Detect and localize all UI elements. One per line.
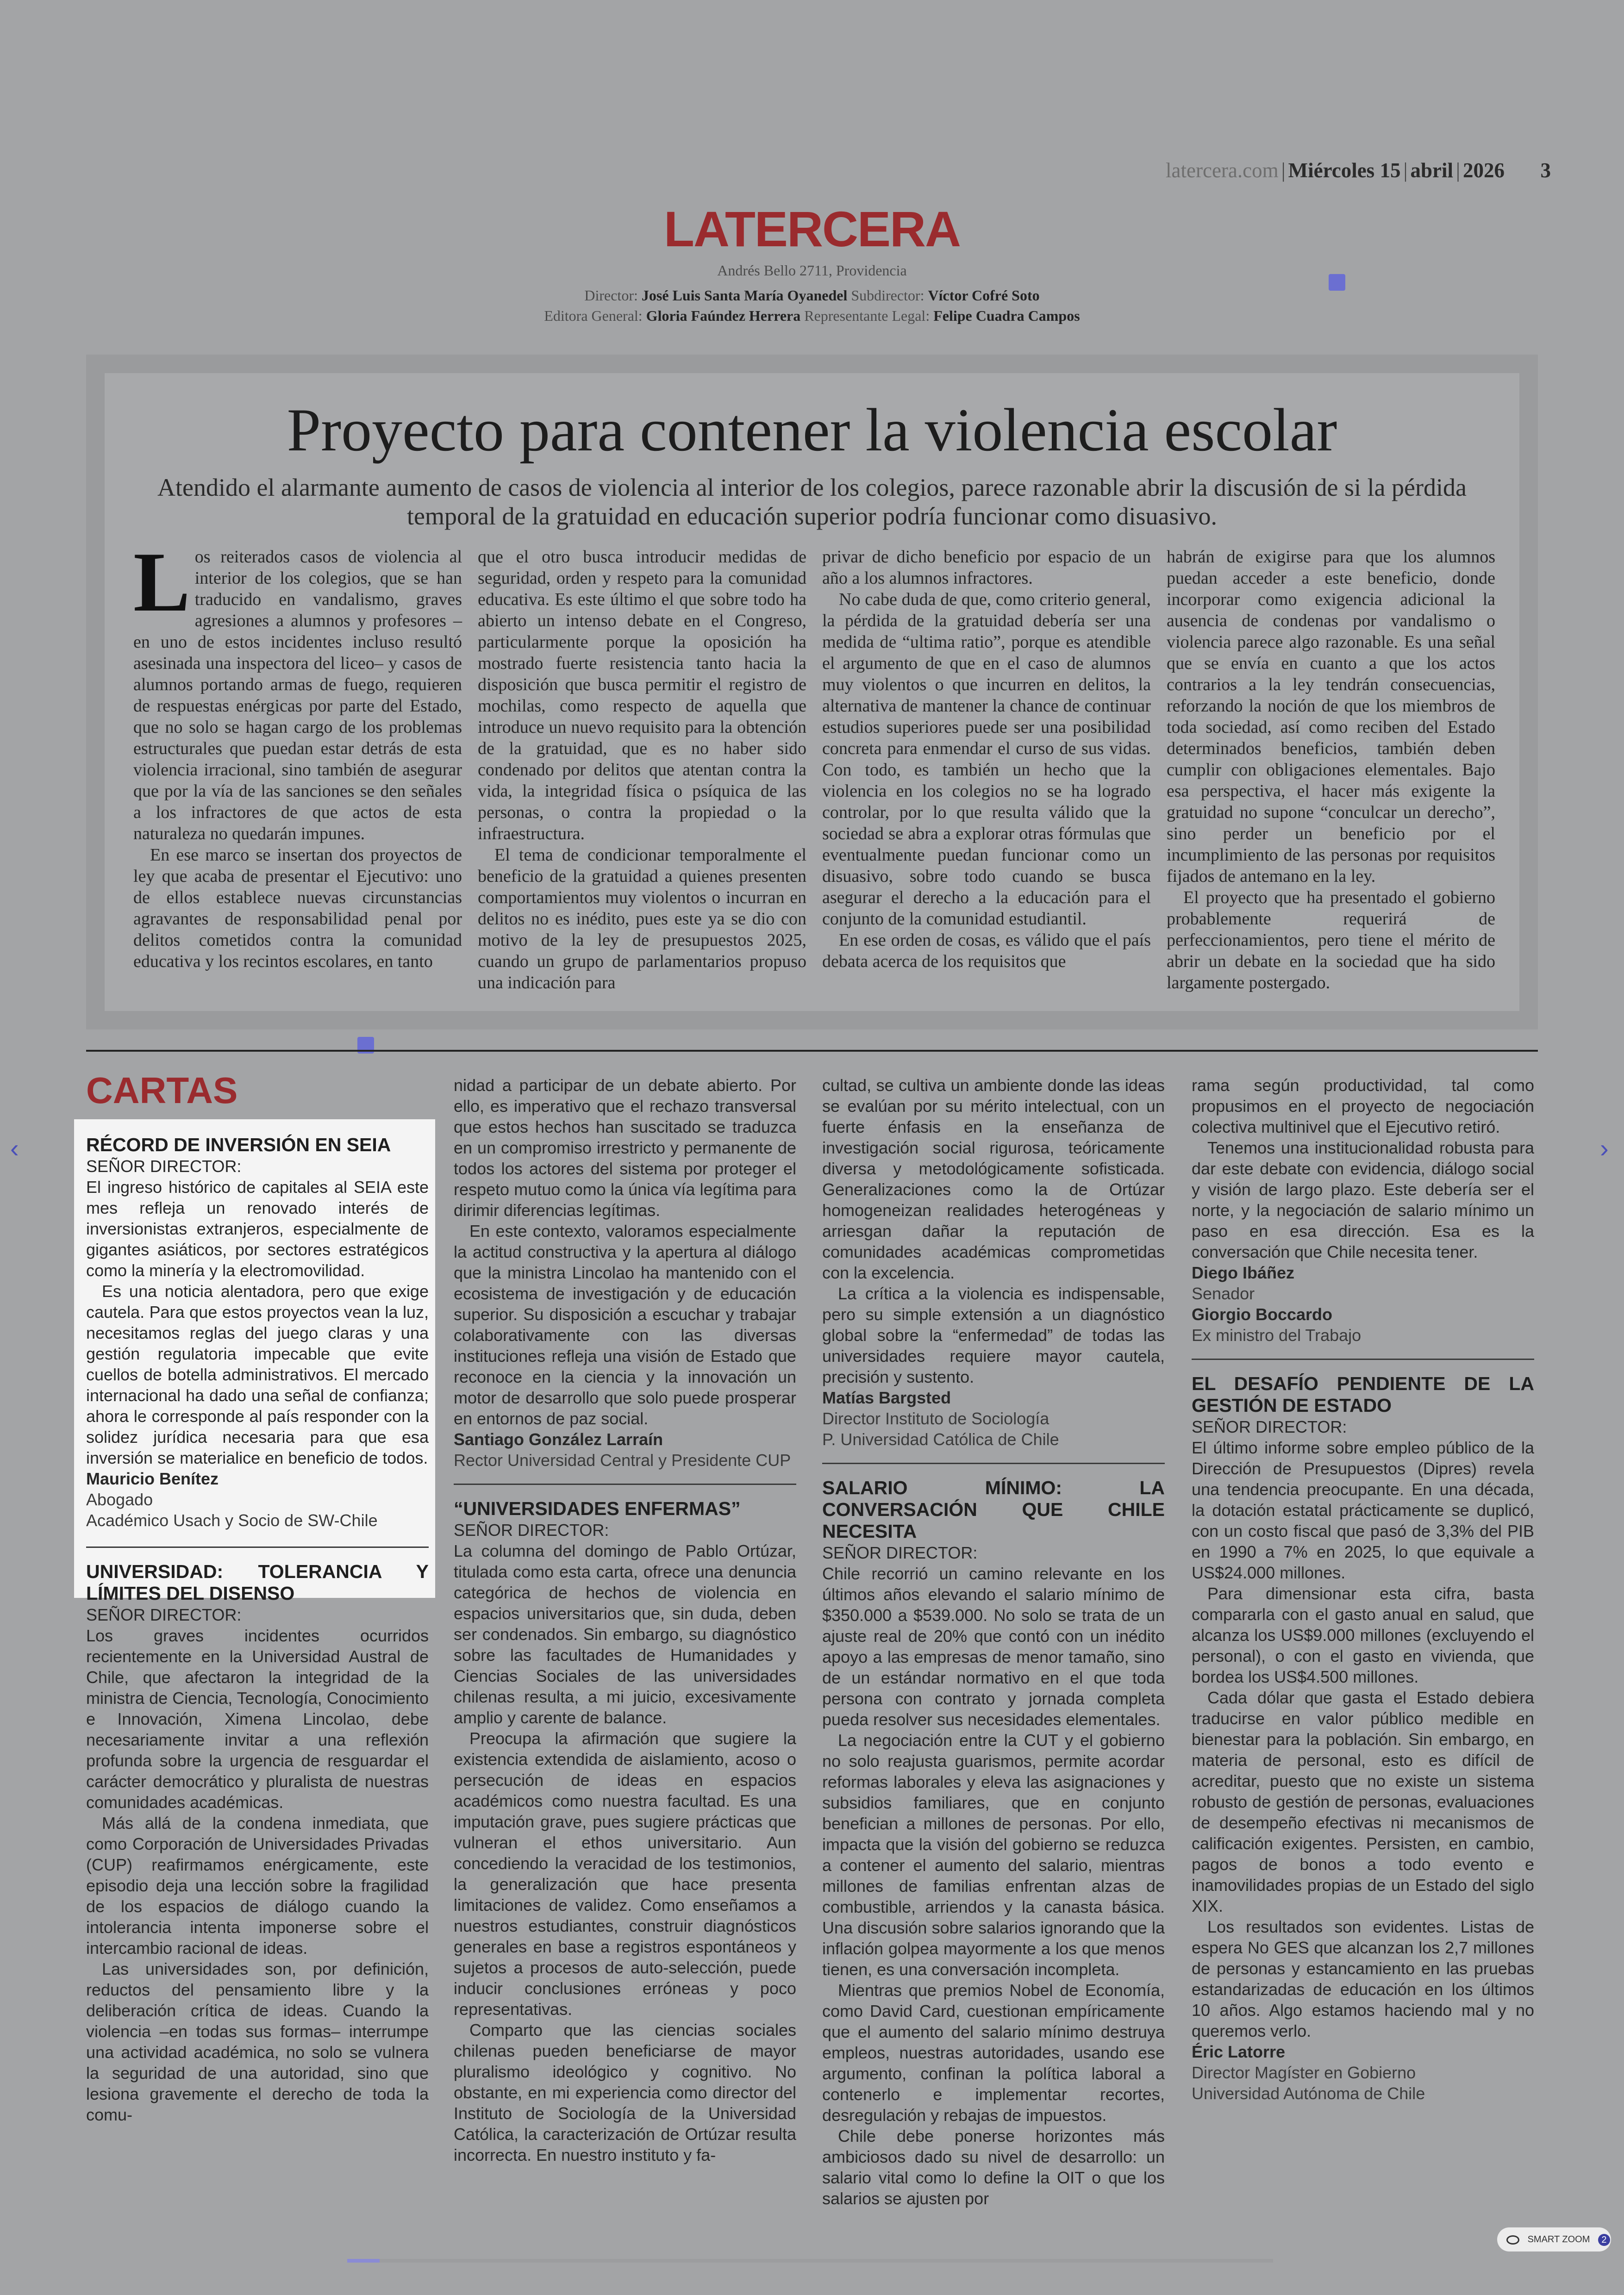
region-marker-icon[interactable] <box>1329 274 1345 291</box>
letter-heading: RÉCORD DE INVERSIÓN EN SEIA <box>86 1134 391 1155</box>
letter-heading: UNIVERSIDAD: TOLERANCIA Y LÍMITES DEL DISENSO <box>86 1561 429 1604</box>
masthead-address: Andrés Bello 2711, Providencia <box>717 262 907 279</box>
site-name: latercera.com <box>1166 159 1279 182</box>
newspaper-logo: LATERCERA <box>664 201 960 257</box>
previous-page-arrow-icon[interactable]: ‹ <box>10 1134 19 1163</box>
letters-column-2: nidad a participar de un debate abierto. Por ello, es imperativo que el rechazo transversal que estos hechos han suscitado se traduzca en un compromiso irrestricto y permanente de todos los actores del sistema por proteger el respeto mutuo como la única vía legítima para dirimir diferencias legítimas. En este contexto, valoramos especialmente la actitud constructiva y la apertura al diálogo que la ministra Lincolao ha mantenido con el ecosistema de investigación y de educación superior. Su disposición a escuchar y trabajar colaborativamente con las diversas instituciones refleja una visión de Estado que reconoce en la ciencia y la innovación un motor de desarrollo que solo puede prosperar en entornos de paz social. Santiago González Larraín Rector Universidad Central y Presidente CUP “UNIVERSIDADES ENFERMAS” SEÑOR DIRECTOR: La columna del domingo de Pablo Ortúzar, titulada como esta carta, ofrece una denuncia categórica de hechos de violencia en espacios universitarios que, sin duda, deben ser condenados. Sin embargo, su diagnóstico sobre las facultades de Humanidades y Ciencias Sociales de las universidades chilenas resulta, a mi juicio, excesivamente amplio y carente de balance. Preocupa la afirmación que sugiere la existencia extendida de aislamiento, acoso o persecución de ideas en espacios académicos como nuestra facultad. Es una imputación grave, pues sugiere prácticas que vulneran el ethos universitario. Aun concediendo la veracidad de los testimonios, la generalización que hace presenta limitaciones de validez. Como enseñamos a nuestros estudiantes, construir diagnósticos generales en base a registros espontáneos y sujetos a procesos de auto-selección, puede inducir conclusiones erróneas y poco representativas. Comparto que las ciencias sociales chilenas pueden beneficiarse de mayor pluralismo ideológico y cognitivo. No obstante, en mi experiencia como director del Instituto de Sociología de la Universidad Católica, la caracterización de Ortúzar resulta incorrecta. En nuestro instituto y fa- <box>454 1076 796 2164</box>
letter-heading: “UNIVERSIDADES ENFERMAS” <box>454 1498 741 1519</box>
smart-zoom-badge: 2 <box>1598 2234 1610 2246</box>
section-divider <box>86 1050 1538 1052</box>
letter-signature: Santiago González Larraín <box>454 1430 663 1449</box>
editorial-column-2: que el otro busca introducir medidas de seguridad, orden y respeto para la comunidad educativa. Es este último el que sobre todo ha abierto un intenso debate en el Congreso, particularmente porque la oposición ha mostrado fuerte resistencia tanto hacia la disposición que busca permitir el registro de mochilas, como respecto de aquella que introduce un nuevo requisito para la obtención de la gratuidad, que es no haber sido condenado por delitos que atentan contra la vida, la integridad física o psíquica de las personas, o contra la propiedad o la infraestructura. El tema de condicionar temporalmente el beneficio de la gratuidad a quienes presenten comportamientos muy violentos o incurran en delitos no es inédito, pues este ya se dio con motivo de la ley de presupuestos 2025, cuando un grupo de parlamentarios propuso una indicación para <box>478 547 806 992</box>
letter-heading: SALARIO MÍNIMO: LA CONVERSACIÓN QUE CHILE NECESITA <box>822 1477 1165 1542</box>
letter-heading: EL DESAFÍO PENDIENTE DE LA GESTIÓN DE ESTADO <box>1192 1373 1534 1416</box>
header-year: 2026 <box>1463 159 1505 182</box>
letter-divider <box>822 1463 1165 1464</box>
drop-cap: L <box>133 535 190 629</box>
next-page-arrow-icon[interactable]: › <box>1600 1134 1609 1163</box>
letter-signature: Diego Ibáñez <box>1192 1263 1295 1282</box>
section-title: CARTAS <box>86 1070 238 1111</box>
letter-signature: Mauricio Benítez <box>86 1469 219 1488</box>
masthead-directors: Director: José Luis Santa María Oyanedel Subdirector: Víctor Cofré Soto <box>584 287 1040 304</box>
editorial-column-1: Los reiterados casos de violencia al interior de los colegios, que se han traducido en vandalismo, graves agresiones a alumnos y profesores –en uno de estos incidentes incluso resultó asesinada una inspectora del liceo– y casos de alumnos portando armas de fuego, requieren de respuestas enérgicas por parte del Estado, que no solo se hagan cargo de los problemas estructurales que puedan estar detrás de esta violencia irracional, sino también de asegurar que por la vía de las sanciones se den señales a los infractores de que actos de esta naturaleza no quedarán impunes. En ese marco se insertan dos proyectos de ley que acaba de presentar el Ejecutivo: uno de ellos establece nuevas circunstancias agravantes de responsabilidad penal por delitos cometidos contra la comunidad educativa y los recintos escolares, en tanto <box>133 535 462 971</box>
letters-column-3: cultad, se cultiva un ambiente donde las ideas se evalúan por su mérito intelectual, con un fuerte énfasis en la enseñanza de investigación social rigurosa, teóricamente diversa y metodológicamente sofisticada. Generalizaciones como la de Ortúzar homogeneizan realidades heterogéneas y arriesgan dañar la reputación de comunidades académicas comprometidas con la excelencia. La crítica a la violencia es indispensable, pero su simple extensión a un diagnóstico global sobre la “enfermedad” de todas las universidades requiere mayor cautela, precisión y sustento. Matías Bargsted Director Instituto de Sociología P. Universidad Católica de Chile SALARIO MÍNIMO: LA CONVERSACIÓN QUE CHILE NECESITA SEÑOR DIRECTOR: Chile recorrió un camino relevante en los últimos años elevando el salario mínimo de $350.000 a $539.000. No solo se trata de un ajuste real de 20% que contó con un inédito apoyo a las empresas de menor tamaño, sino de un estándar normativo en el que toda persona con contrato y jornada completa pueda resolver sus necesidades elementales. La negociación entre la CUT y el gobierno no solo reajusta guarismos, permite acordar reformas laborales y eleva las asignaciones y subsidios familiares, que en conjunto benefician a millones de personas. Por ello, impacta que la visión del gobierno se reduzca a contener el aumento del salario, mientras millones de familias enfrentan alzas de combustible, arriendos y la canasta básica. Una discusión sobre salarios ignorando que la inflación golpea mayormente a los que menos tienen, es una conversación incompleta. Mientras que premios Nobel de Economía, como David Card, cuestionan empíricamente que el aumento del salario mínimo destruya empleos, nuestras autoridades, usando ese argumento, confinan la política laboral a contenerlo e implementar recortes, desregulación y rebajas de impuestos. Chile debe ponerse horizontes más ambiciosos dado su nivel de desarrollo: un salario vital como lo define la OIT o que los salarios se ajusten por <box>822 1076 1165 2208</box>
editorial-deck: Atendido el alarmante aumento de casos de violencia al interior de los colegios, parece razonable abrir la discusión de si la pérdida temporal de la gratuidad en educación superior podría funcionar como disuasivo. <box>157 474 1467 530</box>
letter-signature: Éric Latorre <box>1192 2042 1286 2061</box>
letter-divider <box>86 1547 429 1548</box>
eye-icon <box>1506 2235 1519 2245</box>
editorial-column-4: habrán de exigirse para que los alumnos puedan acceder a este beneficio, donde incorporar como exigencia adicional la ausencia de condenas por vandalismo o violencia parece algo razonable. Es una señal que se envía en cuanto a que los actos contrarios a la ley tendrán consecuencias, reforzando la noción de que los miembros de toda sociedad, así como reciben del Estado determinados beneficios, también deben cumplir con obligaciones elementales. Bajo esa perspectiva, el hacer más exigente la gratuidad no supone “conculcar un derecho”, sino perder un beneficio por el incumplimiento de las personas por requisitos fijados de antemano en la ley. El proyecto que ha presentado el gobierno probablemente requerirá de perfeccionamientos, pero tiene el mérito de abrir un debate en la sociedad que ha sido largamente postergado. <box>1167 547 1495 992</box>
masthead-editors: Editora General: Gloria Faúndez Herrera Representante Legal: Felipe Cuadra Campos <box>544 307 1080 324</box>
page-date-header: latercera.com | Miércoles 15 | abril | 2026 3 <box>1166 159 1551 182</box>
scrollbar-thumb[interactable] <box>347 2259 380 2263</box>
letter-signature: Giorgio Boccardo <box>1192 1305 1333 1324</box>
page-number: 3 <box>1540 159 1551 182</box>
letter-divider <box>1192 1359 1534 1360</box>
letter-divider <box>454 1484 796 1485</box>
editorial-column-3: privar de dicho beneficio por espacio de un año a los alumnos infractores. No cabe duda de que, como criterio general, la pérdida de la gratuidad debería ser una medida de “ultima ratio”, porque es atendible el argumento de que en el caso de alumnos muy violentos o que incurren en delitos, la alternativa de mantener la chance de continuar estudios superiores puede ser una posibilidad concreta para enmendar el curso de sus vidas. Con todo, es también un hecho que la violencia en los colegios no se ha logrado controlar, por lo que resulta válido que la sociedad se abra a explorar otras fórmulas que eventualmente puedan funcionar como un disuasivo, sobre todo cuando se busca asegurar el derecho a la educación para el conjunto de la comunidad estudiantil. En ese orden de cosas, es válido que el país debata acerca de los requisitos que <box>822 547 1151 971</box>
header-weekday: Miércoles 15 <box>1288 159 1401 182</box>
horizontal-scrollbar[interactable] <box>347 2259 1273 2263</box>
editorial-title: Proyecto para contener la violencia escolar <box>287 396 1337 464</box>
header-month: abril <box>1410 159 1453 182</box>
letters-column-4: rama según productividad, tal como propusimos en el proyecto de negociación colectiva multinivel que el Ejecutivo retiró. Tenemos una institucionalidad robusta para dar este debate con evidencia, diálogo social y visión de largo plazo. Este debería ser el norte, y la negociación de salario mínimo un paso en esa dirección. Esa es la conversación que Chile necesita tener. Diego Ibáñez Senador Giorgio Boccardo Ex ministro del Trabajo EL DESAFÍO PENDIENTE DE LA GESTIÓN DE ESTADO SEÑOR DIRECTOR: El último informe sobre empleo público de la Dirección de Presupuestos (Dipres) revela una tendencia preocupante. En una década, la dotación estatal prácticamente se duplicó, con un costo fiscal que pasó de 3,3% del PIB en 1990 a 7% en 2025, lo que equivale a US$24.000 millones. Para dimensionar esta cifra, basta compararla con el gasto anual en salud, que alcanza los US$9.000 millones (excluyendo el personal), o con el gasto en vivienda, que bordea los US$4.500 millones. Cada dólar que gasta el Estado debiera traducirse en valor público medible en bienestar para la población. Sin embargo, en materia de personal, esto es difícil de acreditar, puesto que no existe un sistema robusto de gestión de personas, evaluaciones de desempeño efectivas ni mecanismos de calificación exigentes. Persisten, en cambio, pagos de bonos a todo evento e inamovilidades propias de un Estado del siglo XIX. Los resultados son evidentes. Listas de espera No GES que alcanzan los 2,7 millones de personas y estancamiento en las pruebas estandarizadas de educación en los últimos 10 años. Algo estamos haciendo mal y no queremos verlo. Éric Latorre Director Magíster en Gobierno Universidad Autónoma de Chile <box>1192 1076 1534 2103</box>
smart-zoom-button[interactable]: SMART ZOOM 2 <box>1497 2227 1611 2251</box>
letter-signature: Matías Bargsted <box>822 1388 951 1407</box>
letters-column-1: RÉCORD DE INVERSIÓN EN SEIA SEÑOR DIRECTOR: El ingreso histórico de capitales al SEIA este mes refleja un renovado interés de inversionistas extranjeros, especialmente de gigantes asiáticos, por sectores estratégicos como la minería y la electromovilidad. Es una noticia alentadora, pero que exige cautela. Para que estos proyectos vean la luz, necesitamos reglas del juego claras y una gestión regulatoria impecable que evite cuellos de botella administrativos. El mercado internacional ha dado una señal de confianza; ahora le corresponde al país responder con la solidez jurídica necesaria para que esa inversión se materialice en beneficio de todos. Mauricio Benítez Abogado Académico Usach y Socio de SW-Chile UNIVERSIDAD: TOLERANCIA Y LÍMITES DEL DISENSO SEÑOR DIRECTOR: Los graves incidentes ocurridos recientemente en la Universidad Austral de Chile, que afectaron la integridad de la ministra de Ciencia, Tecnología, Conocimiento e Innovación, Ximena Lincolao, debe necesariamente invitar a una reflexión profunda sobre la urgencia de resguardar el carácter democrático y pluralista de nuestras comunidades académicas. Más allá de la condena inmediata, que como Corporación de Universidades Privadas (CUP) reafirmamos enérgicamente, este episodio deja una lección sobre la fragilidad de los espacios de diálogo cuando la intolerancia intenta imponerse sobre el intercambio racional de ideas. Las universidades son, por definición, reductos del pensamiento libre y la deliberación crítica de ideas. Cuando la violencia –en todas sus formas– interrumpe una actividad académica, no solo se vulnera la seguridad de una autoridad, sino que lesiona gravemente el derecho de toda la comu- <box>86 1134 429 2124</box>
